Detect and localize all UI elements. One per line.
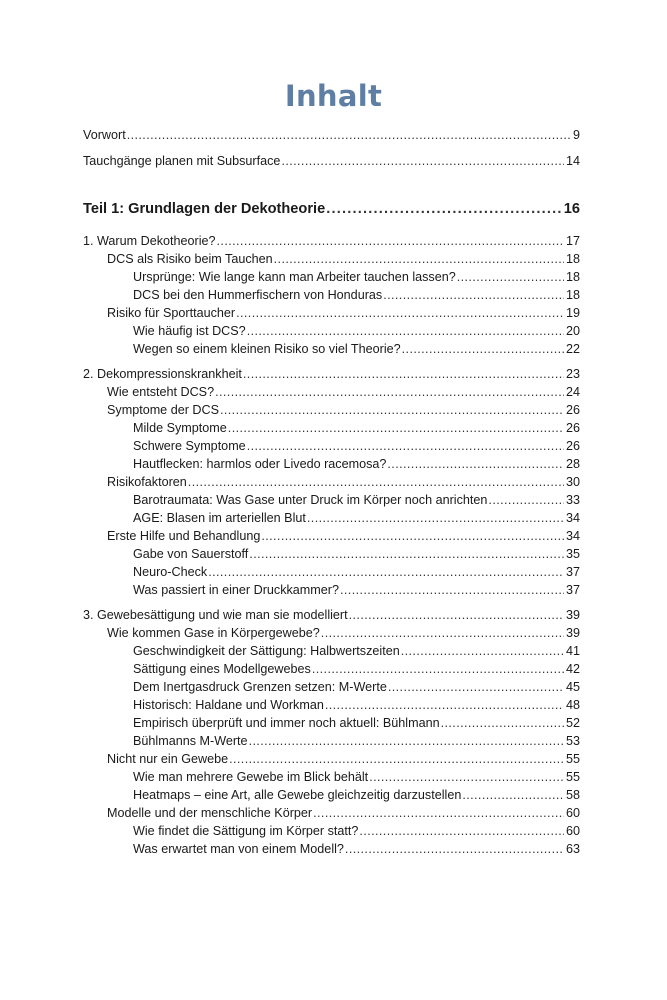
toc-entry-page: 42 — [565, 662, 580, 676]
toc-entry-page: 35 — [565, 547, 580, 561]
dot-leader — [247, 323, 564, 340]
toc-entry-label: Risikofaktoren — [107, 475, 187, 489]
toc-subsection[interactable] — [133, 787, 580, 804]
toc-section[interactable] — [107, 625, 580, 642]
toc-section[interactable] — [107, 402, 580, 419]
dot-leader — [243, 366, 564, 383]
dot-leader — [188, 474, 564, 491]
dot-leader — [249, 733, 564, 750]
toc-subsection[interactable] — [133, 769, 580, 786]
toc-entry-label: Was passiert in einer Druckkammer? — [133, 583, 339, 597]
page-title: Inhalt — [284, 79, 383, 113]
toc-entry-label: Ursprünge: Wie lange kann man Arbeiter tauchen lassen? — [133, 270, 456, 284]
toc-subsection[interactable] — [133, 661, 580, 678]
dot-leader — [402, 341, 564, 358]
toc-entry-label: 1. Warum Dekotheorie? — [83, 234, 216, 248]
toc-subsection[interactable] — [133, 438, 580, 455]
dot-leader — [457, 269, 564, 286]
toc-entry-page: 41 — [565, 644, 580, 658]
toc-entry-page: 24 — [565, 385, 580, 399]
toc-entry-page: 55 — [565, 770, 580, 784]
toc-subsection[interactable] — [133, 269, 580, 286]
dot-leader — [326, 199, 562, 219]
toc-entry-page: 60 — [565, 824, 580, 838]
dot-leader — [325, 697, 564, 714]
dot-leader — [249, 546, 564, 563]
toc-entry-label: Bühlmanns M-Werte — [133, 734, 248, 748]
toc-entry-page: 33 — [565, 493, 580, 507]
toc-entry-label: DCS bei den Hummerfischern von Honduras — [133, 288, 383, 302]
toc-entry-page: 39 — [565, 626, 580, 640]
toc-subsection[interactable] — [133, 679, 580, 696]
toc-entry-label: Historisch: Haldane und Workman — [133, 698, 324, 712]
toc-subsection[interactable] — [133, 456, 580, 473]
dot-leader — [349, 607, 564, 624]
toc-entry-label: AGE: Blasen im arteriellen Blut — [133, 511, 306, 525]
toc-entry-label: Gabe von Sauerstoff — [133, 547, 249, 561]
toc-subsection[interactable] — [133, 582, 580, 599]
dot-leader — [359, 823, 564, 840]
toc-entry-label: Hautflecken: harmlos oder Livedo racemosa? — [133, 457, 387, 471]
toc-entry-page: 63 — [565, 842, 580, 856]
dot-leader — [321, 625, 564, 642]
toc-section[interactable] — [107, 751, 580, 768]
toc-entry-label: Wie kommen Gase in Körpergewebe? — [107, 626, 320, 640]
dot-leader — [462, 787, 564, 804]
toc-entry-label: Tauchgänge planen mit Subsurface — [83, 154, 281, 168]
toc-subsection[interactable] — [133, 323, 580, 340]
toc-entry-label: Dem Inertgasdruck Grenzen setzen: M-Werte — [133, 680, 387, 694]
dot-leader — [229, 751, 564, 768]
toc-entry-vorwort[interactable] — [83, 127, 580, 144]
toc-entry-label: Wie findet die Sättigung im Körper statt? — [133, 824, 359, 838]
toc-part-heading[interactable] — [83, 199, 580, 219]
toc-entry-page: 53 — [565, 734, 580, 748]
toc-subsection[interactable] — [133, 733, 580, 750]
dot-leader — [345, 841, 564, 858]
dot-leader — [217, 233, 564, 250]
toc-entry-page: 26 — [565, 421, 580, 435]
toc-entry-label: Milde Symptome — [133, 421, 227, 435]
toc-entry-page: 20 — [565, 324, 580, 338]
dot-leader — [247, 438, 564, 455]
toc-subsection[interactable] — [133, 823, 580, 840]
toc-entry-page: 48 — [565, 698, 580, 712]
toc-subsection[interactable] — [133, 564, 580, 581]
toc-entry-page: 55 — [565, 752, 580, 766]
toc-entry-label: Risiko für Sporttaucher — [107, 306, 236, 320]
toc-entry-label: Vorwort — [83, 128, 126, 142]
toc-entry-page: 18 — [565, 270, 580, 284]
dot-leader — [488, 492, 564, 509]
toc-entry-label: Wie entsteht DCS? — [107, 385, 215, 399]
toc-subsection[interactable] — [133, 643, 580, 660]
toc-entry-page: 17 — [565, 234, 580, 248]
dot-leader — [312, 661, 564, 678]
toc-entry-page: 16 — [563, 201, 580, 217]
dot-leader — [307, 510, 564, 527]
toc-entry-page: 18 — [565, 252, 580, 266]
toc-entry-page: 39 — [565, 608, 580, 622]
toc-entry-page: 34 — [565, 529, 580, 543]
toc-entry-label: Symptome der DCS — [107, 403, 219, 417]
toc-subsection[interactable] — [133, 546, 580, 563]
toc-subsection[interactable] — [133, 341, 580, 358]
toc-entry-label: Wie häufig ist DCS? — [133, 324, 246, 338]
toc-chapter-2[interactable] — [83, 366, 580, 383]
dot-leader — [369, 769, 564, 786]
toc-entry-label: Geschwindigkeit der Sättigung: Halbwertszeiten — [133, 644, 400, 658]
dot-leader — [388, 679, 564, 696]
toc-entry-page: 19 — [565, 306, 580, 320]
toc-subsection[interactable] — [133, 715, 580, 732]
toc-entry-label: DCS als Risiko beim Tauchen — [107, 252, 273, 266]
toc-subsection[interactable] — [133, 492, 580, 509]
toc-section[interactable] — [107, 474, 580, 491]
toc-subsection[interactable] — [133, 841, 580, 858]
toc-entry-label: Teil 1: Grundlagen der Dekotheorie — [83, 201, 326, 217]
toc-entry-page: 9 — [572, 128, 580, 142]
toc-entry-label: Empirisch überprüft und immer noch aktuell: Bühlmann — [133, 716, 440, 730]
toc-subsection[interactable] — [133, 510, 580, 527]
toc-entry-label: Sättigung eines Modellgewebes — [133, 662, 311, 676]
toc-entry-label: 3. Gewebesättigung und wie man sie modelliert — [83, 608, 348, 622]
toc-section[interactable] — [107, 384, 580, 401]
toc-section[interactable] — [107, 305, 580, 322]
dot-leader — [340, 582, 564, 599]
dot-leader — [387, 456, 564, 473]
dot-leader — [274, 251, 564, 268]
dot-leader — [236, 305, 564, 322]
toc-entry-label: Wegen so einem kleinen Risiko so viel Theorie? — [133, 342, 401, 356]
dot-leader — [208, 564, 564, 581]
dot-leader — [281, 153, 564, 170]
toc-entry-label: Neuro-Check — [133, 565, 208, 579]
toc-entry-page: 45 — [565, 680, 580, 694]
toc-entry-label: Nicht nur ein Gewebe — [107, 752, 229, 766]
toc-entry-label: Erste Hilfe und Behandlung — [107, 529, 261, 543]
dot-leader — [127, 127, 571, 144]
dot-leader — [401, 643, 564, 660]
toc-entry-label: Was erwartet man von einem Modell? — [133, 842, 344, 856]
toc-entry-page: 58 — [565, 788, 580, 802]
toc-entry-label: Wie man mehrere Gewebe im Blick behält — [133, 770, 369, 784]
toc-entry-page: 22 — [565, 342, 580, 356]
toc-entry-subsurface[interactable] — [83, 153, 580, 170]
dot-leader — [383, 287, 564, 304]
toc-entry-page: 18 — [565, 288, 580, 302]
dot-leader — [215, 384, 564, 401]
dot-leader — [313, 805, 564, 822]
toc-section[interactable] — [107, 528, 580, 545]
toc-chapter-1[interactable] — [83, 233, 580, 250]
toc-subsection[interactable] — [133, 420, 580, 437]
toc-entry-page: 26 — [565, 403, 580, 417]
toc-section[interactable] — [107, 251, 580, 268]
dot-leader — [261, 528, 564, 545]
toc-section[interactable] — [107, 805, 580, 822]
dot-leader — [441, 715, 564, 732]
toc-entry-page: 34 — [565, 511, 580, 525]
toc-chapter-3[interactable] — [83, 607, 580, 624]
toc-entry-page: 37 — [565, 583, 580, 597]
toc-entry-label: Modelle und der menschliche Körper — [107, 806, 313, 820]
toc-entry-page: 60 — [565, 806, 580, 820]
toc-subsection[interactable] — [133, 697, 580, 714]
toc-entry-page: 28 — [565, 457, 580, 471]
toc-subsection[interactable] — [133, 287, 580, 304]
toc-entry-page: 52 — [565, 716, 580, 730]
toc-entry-page: 26 — [565, 439, 580, 453]
toc-entry-page: 30 — [565, 475, 580, 489]
dot-leader — [220, 402, 564, 419]
toc-entry-label: Barotraumata: Was Gase unter Druck im Körper noch anrichten — [133, 493, 488, 507]
toc-entry-label: 2. Dekompressionskrankheit — [83, 367, 242, 381]
toc-entry-page: 37 — [565, 565, 580, 579]
toc-entry-label: Schwere Symptome — [133, 439, 246, 453]
toc-entry-label: Heatmaps – eine Art, alle Gewebe gleichzeitig darzustellen — [133, 788, 462, 802]
dot-leader — [228, 420, 564, 437]
toc-entry-page: 23 — [565, 367, 580, 381]
toc-entry-page: 14 — [565, 154, 580, 168]
